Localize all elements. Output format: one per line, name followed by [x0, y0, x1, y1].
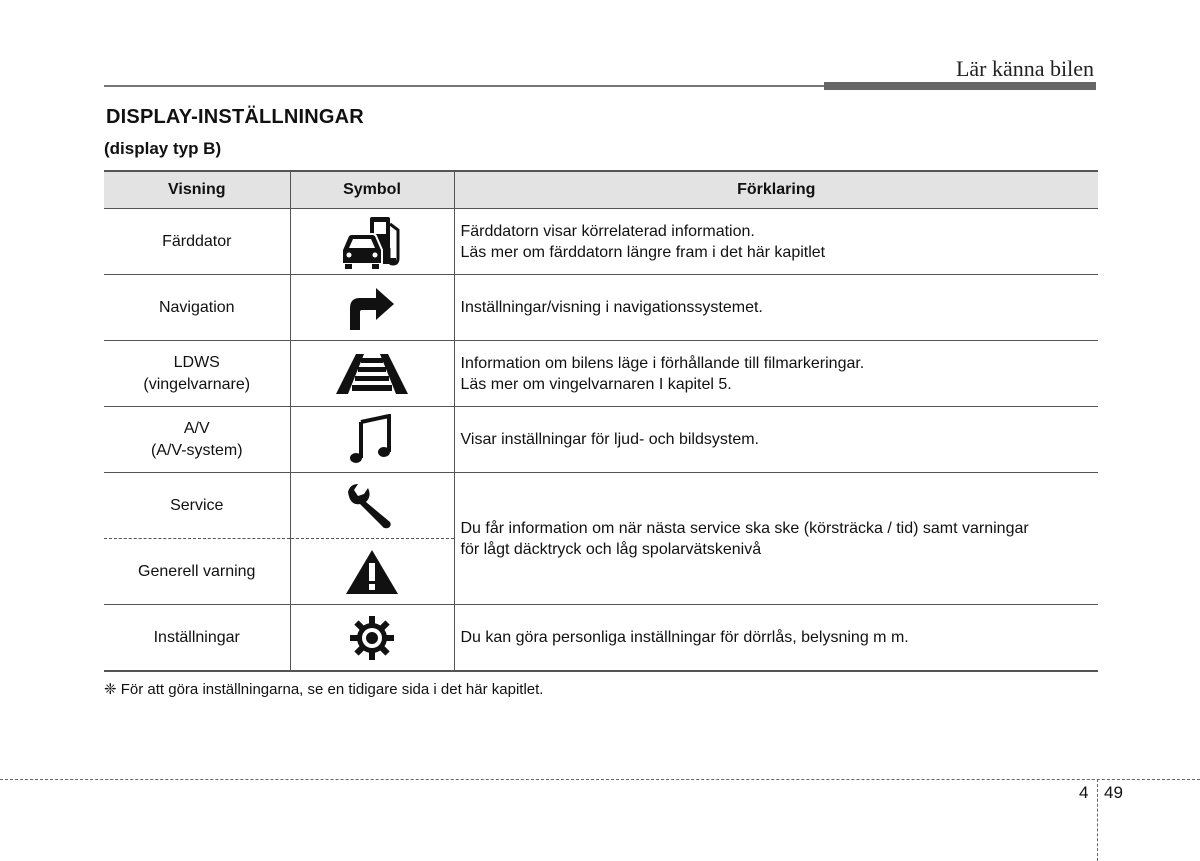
- table-header-row: [104, 171, 1098, 209]
- symbol-cell: [290, 275, 454, 341]
- explanation-line: Du får information om när nästa service ska ske (körsträcka / tid) samt varningar: [460, 519, 1029, 537]
- explanation-line: Läs mer om färddatorn längre fram i det här kapitlet: [460, 243, 826, 261]
- trip-computer-icon: [336, 214, 408, 270]
- wrench-icon: [344, 482, 400, 530]
- explanation-line: Du kan göra personliga inställningar för dörrlås, belysning m m.: [460, 629, 909, 646]
- display-label: Generell varning: [138, 562, 256, 580]
- display-label: A/V: [183, 419, 210, 437]
- footer-divider: [0, 779, 1200, 780]
- explanation-line: för lågt däcktryck och låg spolarvätskenivå: [460, 540, 762, 558]
- display-cell: [104, 341, 290, 407]
- footnote: ❈ För att göra inställningarna, se en tidigare sida i det här kapitlet.: [104, 681, 544, 698]
- section-subtitle: (display typ B): [104, 139, 222, 158]
- display-label: Navigation: [158, 298, 235, 316]
- display-cell: [104, 275, 290, 341]
- explanation-line: Inställningar/visning i navigationssystemet.: [460, 299, 763, 316]
- table-row: [104, 275, 1098, 341]
- music-note-icon: [349, 414, 395, 466]
- display-cell: [104, 605, 290, 672]
- turn-arrow-icon: [346, 284, 398, 332]
- table-row: [104, 605, 1098, 672]
- symbol-cell: [290, 407, 454, 473]
- explanation-cell: [454, 407, 1098, 473]
- explanation-line: Läs mer om vingelvarnaren I kapitel 5.: [460, 375, 732, 393]
- chapter-title: Lär känna bilen: [955, 56, 1094, 81]
- display-cell: [104, 539, 290, 605]
- explanation-cell: [454, 209, 1098, 275]
- page-number: 49: [1104, 783, 1123, 802]
- display-cell: [104, 407, 290, 473]
- explanation-cell: [454, 341, 1098, 407]
- table-row: [104, 473, 1098, 539]
- explanation-line: Färddatorn visar körrelaterad information.: [460, 222, 755, 240]
- gear-icon: [349, 615, 395, 661]
- explanation-line: Information om bilens läge i förhållande till filmarkeringar.: [460, 354, 865, 372]
- display-cell: [104, 473, 290, 539]
- header-rule-accent: [824, 82, 1096, 90]
- display-label: Inställningar: [153, 628, 240, 646]
- lane-departure-icon: [334, 352, 410, 396]
- symbol-cell: [290, 473, 454, 539]
- symbol-cell: [290, 341, 454, 407]
- explanation-cell: [454, 473, 1098, 605]
- symbol-cell: [290, 539, 454, 605]
- display-label: LDWS: [173, 353, 220, 371]
- display-sublabel: (A/V-system): [150, 441, 243, 459]
- column-header-display: Visning: [104, 171, 290, 209]
- table-row: [104, 341, 1098, 407]
- section-title: DISPLAY-INSTÄLLNINGAR: [106, 106, 364, 128]
- display-label: Service: [170, 496, 224, 514]
- explanation-cell: [454, 605, 1098, 672]
- explanation-line: Visar inställningar för ljud- och bildsystem.: [460, 431, 759, 448]
- explanation-cell: [454, 275, 1098, 341]
- display-settings-table: [104, 170, 1098, 672]
- table-row: [104, 407, 1098, 473]
- display-sublabel: (vingelvarnare): [143, 375, 251, 393]
- column-header-symbol: Symbol: [290, 171, 454, 209]
- footer-divider-vertical: [1097, 779, 1098, 861]
- symbol-cell: [290, 605, 454, 672]
- column-header-explanation: Förklaring: [454, 171, 1098, 209]
- warning-icon: [344, 548, 400, 596]
- table-row: [104, 209, 1098, 275]
- chapter-number: 4: [1079, 783, 1089, 802]
- symbol-cell: [290, 209, 454, 275]
- display-label: Färddator: [162, 232, 232, 250]
- display-cell: [104, 209, 290, 275]
